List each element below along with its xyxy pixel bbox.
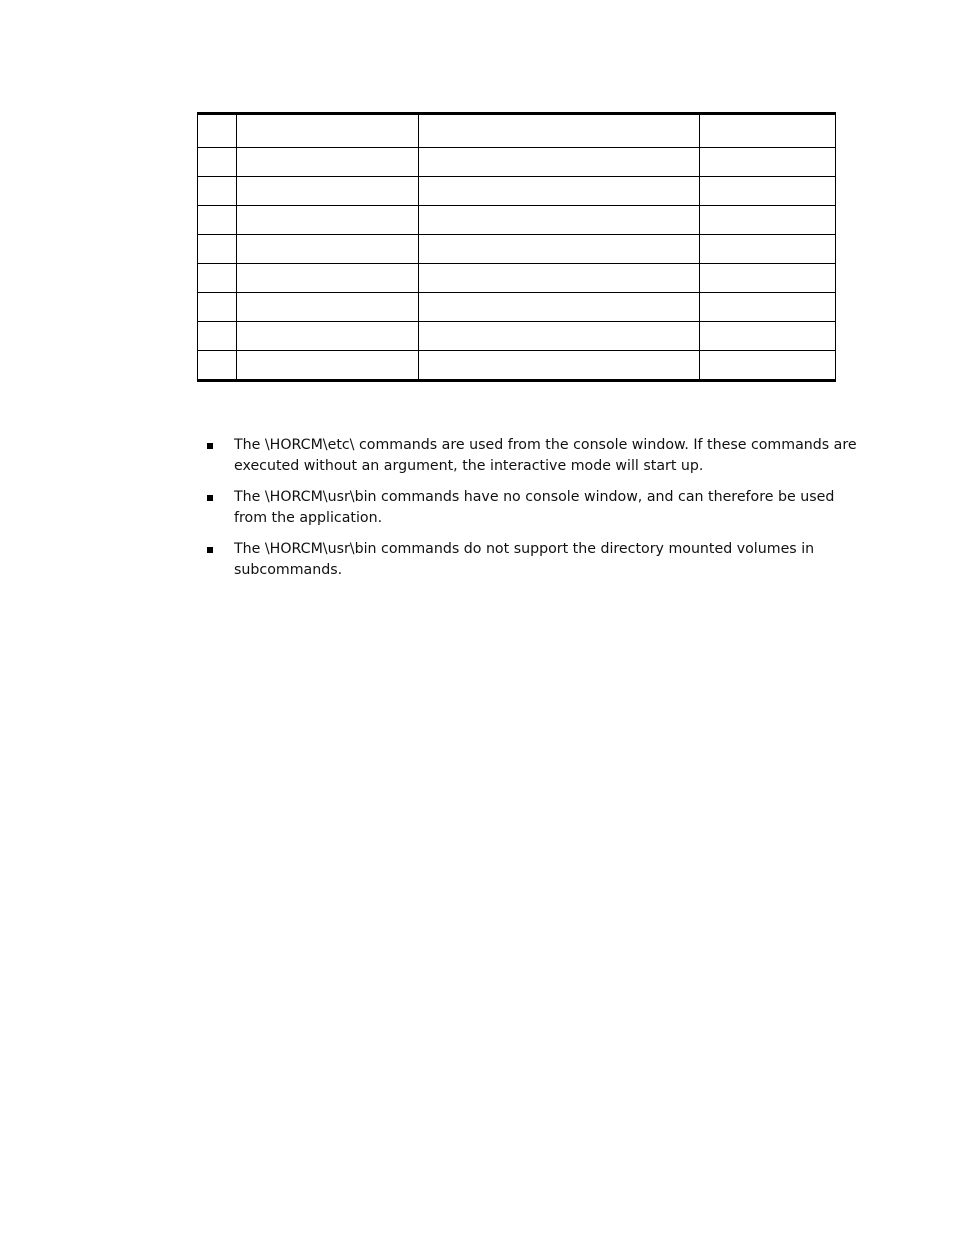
table-cell <box>700 264 836 293</box>
table-cell <box>198 148 237 177</box>
table-cell <box>237 351 419 381</box>
table-cell <box>700 235 836 264</box>
table-cell <box>419 322 700 351</box>
table-row <box>198 322 836 351</box>
square-bullet-icon <box>207 547 213 553</box>
list-item <box>206 435 866 477</box>
table-header-cell <box>700 114 836 148</box>
table-cell <box>419 148 700 177</box>
table-cell <box>237 177 419 206</box>
table-cell <box>198 293 237 322</box>
table-header-cell <box>198 114 237 148</box>
table-header-cell <box>419 114 700 148</box>
table-cell <box>198 235 237 264</box>
table-cell <box>419 206 700 235</box>
list-item <box>206 539 866 581</box>
table-row <box>198 264 836 293</box>
table-cell <box>700 293 836 322</box>
table-cell <box>700 351 836 381</box>
table-cell <box>198 206 237 235</box>
table-row <box>198 293 836 322</box>
table-cell <box>700 148 836 177</box>
list-item-text: The \HORCM\usr\bin commands do not support the directory mounted volumes in subcommands. <box>234 541 815 578</box>
table-row <box>198 235 836 264</box>
list-item-text: The \HORCM\usr\bin commands have no console window, and can therefore be used from the application. <box>234 489 835 526</box>
table-cell <box>419 177 700 206</box>
table-cell <box>237 206 419 235</box>
table-cell <box>198 351 237 381</box>
table-cell <box>419 264 700 293</box>
table-cell <box>700 322 836 351</box>
list-item <box>206 487 866 529</box>
table-row <box>198 206 836 235</box>
table-cell <box>419 351 700 381</box>
table-cell <box>237 322 419 351</box>
table-row <box>198 148 836 177</box>
table-cell <box>198 264 237 293</box>
table-cell <box>237 235 419 264</box>
table-header-row <box>198 114 836 148</box>
table-cell <box>237 148 419 177</box>
table-cell <box>700 177 836 206</box>
table-cell <box>198 177 237 206</box>
table-row <box>198 177 836 206</box>
table-row <box>198 351 836 381</box>
square-bullet-icon <box>207 495 213 501</box>
table-header-cell <box>237 114 419 148</box>
table-cell <box>700 206 836 235</box>
list-item-text: The \HORCM\etc\ commands are used from the console window. If these commands are executed without an argument, the interactive mode will start up. <box>234 437 857 474</box>
command-table <box>197 112 836 382</box>
notes-list <box>206 435 866 591</box>
table-cell <box>419 235 700 264</box>
table-cell <box>198 322 237 351</box>
table-cell <box>419 293 700 322</box>
table-cell <box>237 293 419 322</box>
table-cell <box>237 264 419 293</box>
square-bullet-icon <box>207 443 213 449</box>
